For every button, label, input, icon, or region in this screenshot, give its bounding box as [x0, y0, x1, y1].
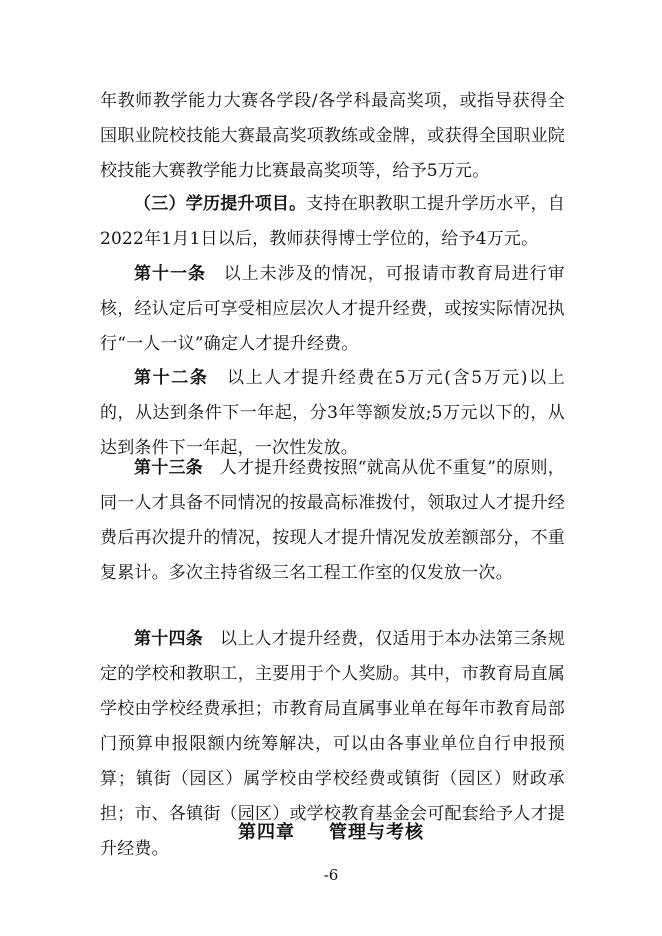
paragraph-text: 年教师教学能力大赛各学段/各学科最高奖项，或指导获得全国职业院校技能大赛最高奖项教练或金牌，或获得全国职业院校技能大赛教学能力比赛最高奖项等，给予5万元。: [100, 91, 565, 181]
paragraph-text: 支持在职教职工提升学历水平，自2022年1月1日以后，教师获得博士学位的，给予4万元。: [100, 194, 566, 249]
article-heading: 第十四条: [134, 629, 203, 649]
chapter-title: 管理与考核: [329, 822, 424, 843]
article-13: [100, 451, 565, 591]
paragraph-text: 人才提升经费按照“就高从优不重复”的原则，同一人才具备不同情况的按最高标准拨付，领取过人才提升经费后再次提升的情况，按现人才提升情况发放差额部分，不重复累计。多次主持省级三名工程工作室的仅发放一次。: [100, 458, 565, 583]
article-heading: 第十二条: [134, 368, 209, 388]
article-11: [100, 257, 565, 362]
article-heading: 第十三条: [134, 458, 203, 478]
page-number: -6: [323, 866, 339, 884]
section-heading: （三）学历提升项目。: [134, 194, 307, 214]
paragraph-degree-upgrade: [100, 187, 565, 257]
paragraph-text: 以上人才提升经费，仅适用于本办法第三条规定的学校和教职工，主要用于个人奖励。其中，市教育局直属学校由学校经费承担；市教育局直属事业单在每年市教育局部门预算申报限额内统筹解决，可以由各事业单位自行申报预算；镇街（园区）属学校由学校经费或镇街（园区）财政承担；市、各镇街（园区）或学校教育基金会可配套给予人才提升经费。: [100, 629, 565, 859]
chapter-number: 第四章: [238, 822, 295, 843]
chapter-heading: [0, 818, 662, 844]
paragraph-text: 以上人才提升经费在5万元(含5万元)以上的，从达到条件下一年起，分3年等额发放;5万元以下的，从达到条件下一年起，一次性发放。: [100, 368, 565, 458]
paragraph-award-continued: [100, 84, 565, 189]
article-heading: 第十一条: [134, 264, 206, 284]
paragraph-text: 以上未涉及的情况，可报请市教育局进行审核，经认定后可享受相应层次人才提升经费，或按实际情况执行“一人一议”确定人才提升经费。: [100, 264, 565, 354]
